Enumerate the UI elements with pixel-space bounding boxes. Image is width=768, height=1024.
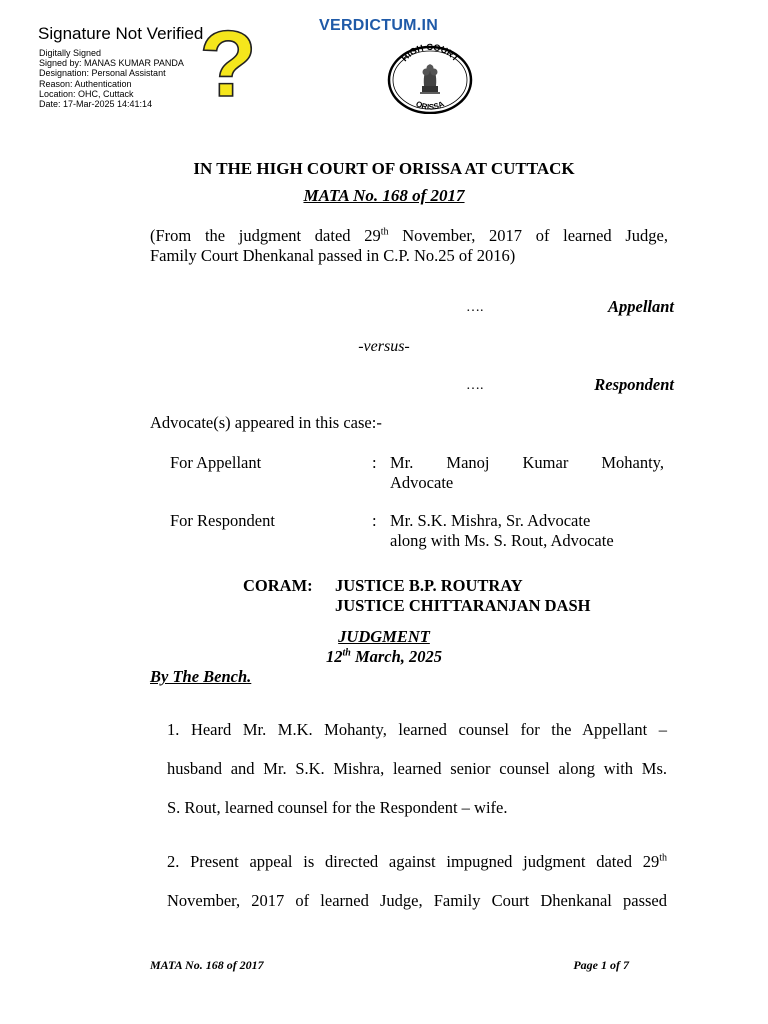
respondent-label: Respondent	[594, 375, 674, 394]
advocates-heading: Advocate(s) appeared in this case:-	[150, 413, 382, 432]
superscript: th	[380, 226, 389, 238]
judge-name: JUSTICE B.P. ROUTRAY	[335, 576, 523, 595]
court-title: IN THE HIGH COURT OF ORISSA AT CUTTACK	[193, 159, 575, 178]
appeal-origin-line	[150, 226, 668, 246]
paragraph-line: S. Rout, learned counsel for the Respondent – wife.	[167, 798, 508, 817]
advocate-line: Advocate	[390, 473, 454, 492]
advocate-line: Mr. S.K. Mishra, Sr. Advocate	[390, 511, 591, 530]
paragraph-line: 1. Heard Mr. M.K. Mohanty, learned counsel for the Appellant –	[167, 720, 667, 739]
versus-label: -versus-	[358, 338, 410, 355]
appellant-dots: ….	[466, 300, 484, 315]
signature-line: Designation: Personal Assistant	[39, 68, 166, 79]
signature-line: Date: 17-Mar-2025 14:41:14	[39, 99, 153, 110]
judge-name: JUSTICE CHITTARANJAN DASH	[335, 596, 591, 615]
signature-line: Location: OHC, Cuttack	[39, 88, 134, 99]
signature-status: Signature Not Verified	[38, 24, 204, 43]
watermark-logo: VERDICTUM.IN	[319, 17, 439, 34]
court-seal-icon	[386, 42, 474, 114]
paragraph-1	[167, 710, 667, 827]
text-segment: March, 2025	[350, 647, 443, 666]
signature-line: Reason: Authentication	[39, 78, 132, 89]
signature-line: Digitally Signed	[39, 48, 102, 58]
text-segment: 2. Present appeal is directed against impugned judgment dated 29	[167, 852, 660, 871]
appellant-advocate-role: For Appellant	[170, 453, 262, 472]
signature-details	[39, 48, 184, 109]
footer-page-number: Page 1 of 7	[573, 958, 629, 972]
advocate-line: along with Ms. S. Rout, Advocate	[390, 531, 614, 550]
superscript: th	[342, 647, 351, 659]
seal-bottom-text: ORISSA	[414, 99, 446, 112]
respondent-advocate-name	[390, 511, 664, 551]
paragraph-line	[167, 842, 667, 881]
coram-judges	[335, 576, 590, 616]
judgment-heading	[0, 627, 768, 647]
appellant-advocate-name	[390, 453, 664, 493]
bench-label: By The Bench.	[150, 667, 252, 686]
text-segment: 12	[325, 647, 343, 666]
case-number-heading	[0, 186, 768, 206]
judgment-date	[0, 647, 768, 667]
respondent-advocate-role: For Respondent	[170, 511, 275, 530]
appeal-origin-line: Family Court Dhenkanal passed in C.P. No.25 of 2016)	[150, 246, 516, 265]
footer-case-number: MATA No. 168 of 2017	[150, 958, 264, 972]
seal-top-text: HIGH COURT	[399, 42, 461, 64]
coram-label: CORAM:	[243, 576, 313, 595]
respondent-dots: ….	[466, 378, 484, 393]
appeal-origin-text	[150, 226, 668, 266]
judgment-title: JUDGMENT	[338, 627, 430, 646]
advocate-line: Mr. Manoj Kumar Mohanty,	[390, 453, 664, 472]
case-number-text: MATA No. 168 of 2017	[303, 186, 465, 205]
text-segment: (From the judgment dated 29	[150, 226, 381, 245]
superscript: th	[659, 852, 667, 864]
text-segment: November, 2017 of learned Judge,	[388, 226, 668, 245]
svg-text:?: ?	[199, 11, 257, 116]
paragraph-line: husband and Mr. S.K. Mishra, learned senior counsel along with Ms.	[167, 759, 667, 778]
colon-separator: :	[372, 453, 377, 472]
signature-line: Signed by: MANAS KUMAR PANDA	[39, 58, 184, 69]
question-mark-icon	[199, 11, 257, 116]
colon-separator: :	[372, 511, 377, 530]
paragraph-2	[167, 842, 667, 920]
appellant-label: Appellant	[607, 297, 674, 316]
paragraph-line: November, 2017 of learned Judge, Family Court Dhenkanal passed	[167, 891, 667, 910]
